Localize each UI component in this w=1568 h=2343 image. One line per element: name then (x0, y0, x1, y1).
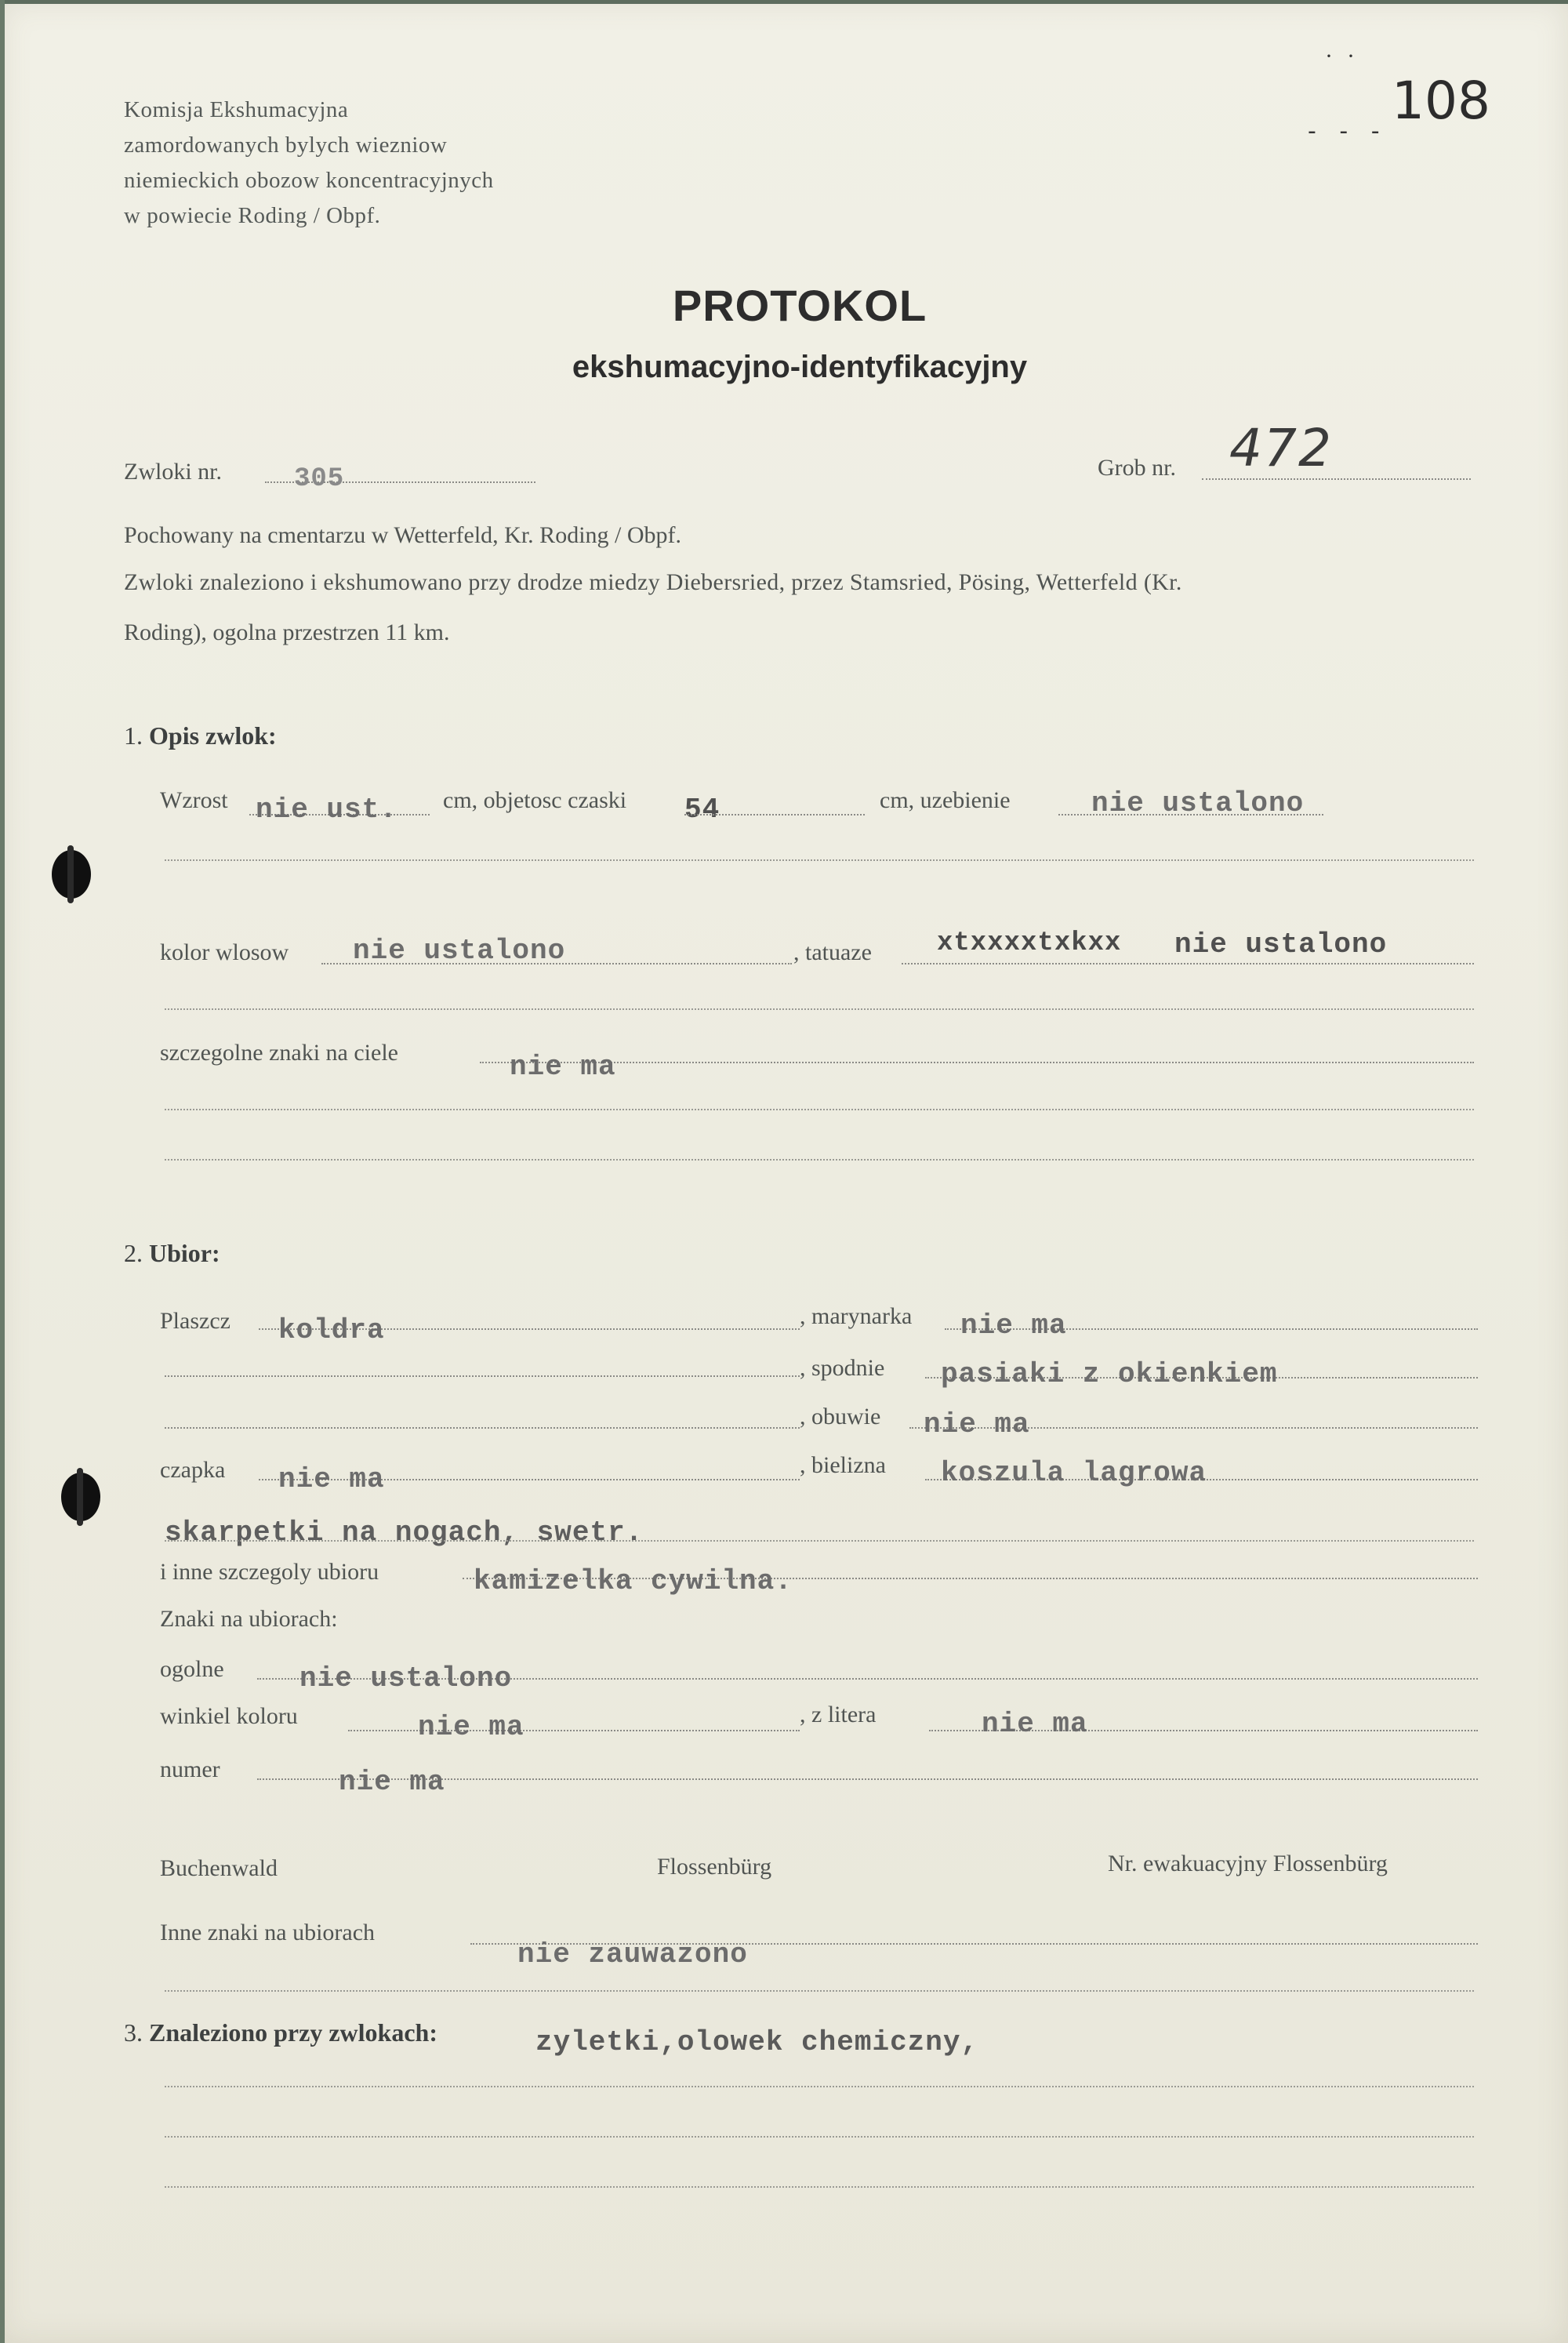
ruled-line (165, 1375, 800, 1377)
section-3-heading (124, 2018, 437, 2047)
punch-hole (61, 1473, 100, 1521)
section-1-title: Opis zwlok: (149, 721, 277, 750)
obuwie-value: nie ma (924, 1408, 1030, 1440)
plaszcz-value: koldra (278, 1314, 385, 1346)
ogolne-value: nie ustalono (299, 1662, 513, 1695)
org-line: zamordowanych bylych wiezniow (124, 133, 448, 158)
org-line: w powiecie Roding / Obpf. (124, 203, 381, 228)
bielizna-value: koszula lagrowa (941, 1457, 1207, 1489)
section-1-heading (124, 721, 277, 750)
inne-szczegoly-label: i inne szczegoly ubioru (160, 1559, 379, 1585)
plaszcz-label: Plaszcz (160, 1308, 230, 1334)
zwloki-value: 305 (294, 464, 345, 494)
ruled-line (165, 1008, 1474, 1010)
zwloki-label: Zwloki nr. (124, 459, 222, 485)
ogolne-label: ogolne (160, 1656, 224, 1682)
document-title: PROTOKOL (672, 281, 927, 330)
org-line: Komisja Ekshumacyjna (124, 97, 349, 122)
litera-value: nie ma (982, 1708, 1088, 1740)
znaki-na-ciele-value: nie ma (510, 1051, 616, 1083)
marynarka-label: , marynarka (800, 1303, 913, 1329)
inne-szczegoly-value: kamizelka cywilna. (474, 1565, 793, 1597)
winkiel-line (348, 1730, 800, 1731)
objetosc-label: cm, objetosc czaski (443, 787, 627, 813)
found-line-2: Roding), ogolna przestrzen 11 km. (124, 619, 450, 645)
ruled-line (165, 1990, 1474, 1992)
kolor-wlosow-label: kolor wlosow (160, 939, 289, 965)
page-dashes: - - - (1308, 118, 1388, 145)
czaszka-line (684, 814, 865, 816)
burial-line: Pochowany na cmentarzu w Wetterfeld, Kr. Roding / Obpf. (124, 522, 682, 548)
found-line-1: Zwloki znaleziono i ekshumowano przy drodze miedzy Diebersried, przez Stamsried, Pösing, Wetterfeld (Kr. (124, 569, 1182, 595)
inne-znaki-label: Inne znaki na ubiorach (160, 1920, 376, 1945)
document-subtitle: ekshumacyjno-identyfikacyjny (572, 350, 1028, 384)
znaleziono-value: zyletki,olowek chemiczny, (535, 2026, 979, 2058)
section-1-number: 1. (124, 721, 143, 750)
czapka-value: nie ma (278, 1463, 385, 1495)
spodnie-value: pasiaki z okienkiem (941, 1358, 1278, 1390)
inne-znaki-value: nie zauwazono (517, 1938, 748, 1971)
winkiel-label: winkiel koloru (160, 1703, 298, 1729)
ruled-line (165, 2136, 1474, 2138)
org-line: niemieckich obozow koncentracyjnych (124, 168, 494, 193)
uzebienie-value: nie ustalono (1091, 787, 1305, 819)
section-3-title: Znaleziono przy zwlokach: (149, 2018, 437, 2047)
tatuaze-value: nie ustalono (1174, 928, 1388, 961)
numer-value: nie ma (339, 1766, 445, 1798)
section-3-number: 3. (124, 2018, 143, 2047)
ruled-line (165, 859, 1474, 861)
znaki-na-ciele-label: szczegolne znaki na ciele (160, 1040, 398, 1066)
litera-label: , z litera (800, 1702, 877, 1727)
ubior-extra-line: skarpetki na nogach, swetr. (165, 1517, 644, 1549)
znaki-na-ubiorach-label: Znaki na ubiorach: (160, 1606, 338, 1632)
page-edge-top (0, 0, 1568, 4)
section-2-number: 2. (124, 1239, 143, 1267)
grob-label: Grob nr. (1098, 455, 1176, 481)
znaki-line (480, 1062, 1474, 1063)
spodnie-label: , spodnie (800, 1355, 885, 1381)
winkiel-value: nie ma (418, 1711, 524, 1743)
wzrost-value: nie ust. (256, 794, 397, 826)
grob-line (1202, 478, 1471, 480)
grob-value-handwritten: 472 (1229, 418, 1333, 478)
kolor-wlosow-value: nie ustalono (353, 935, 566, 967)
ruled-line (165, 2186, 1474, 2188)
ruled-line (165, 1109, 1474, 1110)
page-dots: ·· (1325, 43, 1369, 69)
tatuaze-label: , tatuaze (793, 939, 872, 965)
bielizna-label: , bielizna (800, 1452, 886, 1478)
ruled-line (165, 1159, 1474, 1161)
numer-label: numer (160, 1756, 220, 1782)
organization-block (124, 93, 494, 234)
tatuaze-line (902, 963, 1474, 964)
page-number: 108 (1392, 71, 1490, 131)
ruled-line (165, 1427, 800, 1429)
wzrost-label: Wzrost (160, 787, 228, 813)
ruled-line (165, 2086, 1474, 2087)
ruled-line (165, 1540, 1474, 1542)
czaszka-value: 54 (684, 794, 720, 826)
section-2-title: Ubior: (149, 1239, 220, 1267)
punch-hole (52, 850, 91, 899)
czapka-label: czapka (160, 1457, 226, 1483)
buchenwald-label: Buchenwald (160, 1855, 278, 1881)
tatuaze-struck-text: xtxxxxtxkxx (937, 928, 1122, 958)
section-2-heading (124, 1239, 220, 1268)
flossenburg-label: Flossenbürg (657, 1854, 772, 1880)
ewakuacyjny-label: Nr. ewakuacyjny Flossenbürg (1108, 1851, 1388, 1876)
obuwie-label: , obuwie (800, 1404, 881, 1429)
uzebienie-label: cm, uzebienie (880, 787, 1011, 813)
marynarka-value: nie ma (960, 1310, 1067, 1342)
